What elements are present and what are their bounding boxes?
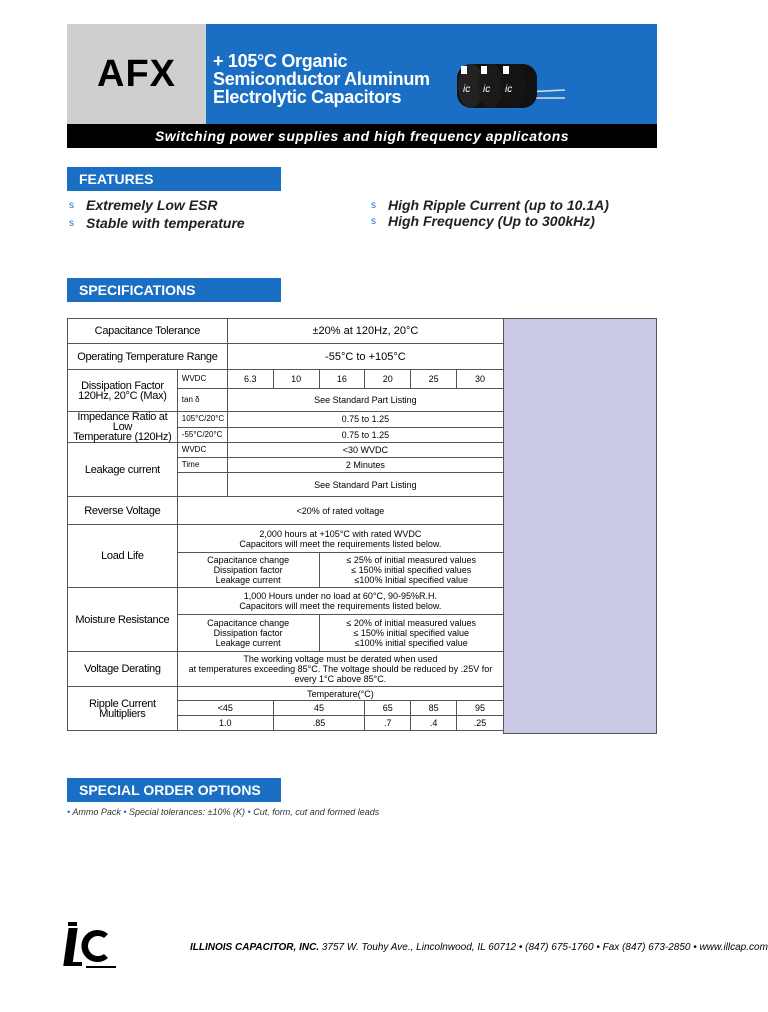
cap-logo-2: ic <box>483 84 491 95</box>
param-text: Leakage current <box>215 638 281 648</box>
bullet-icon: • <box>123 807 127 817</box>
feature-item <box>371 213 595 229</box>
leakage-wvdc-value: <30 WVDC <box>227 443 503 458</box>
wvdc-label: WVDC <box>177 370 227 389</box>
separator: • <box>518 942 523 953</box>
limit-text: ≤100% initial specified value <box>354 638 468 648</box>
feature-text: High Frequency (Up to 300kHz) <box>388 213 595 229</box>
derating-line: The working voltage must be derated when used <box>243 654 438 664</box>
ripple-temp: 65 <box>365 701 411 716</box>
param-text: Capacitance change <box>207 618 290 628</box>
spec-row-moisture <box>68 588 504 615</box>
spec-row-voltage-derating <box>68 652 504 687</box>
ripple-multiplier: .85 <box>273 716 365 731</box>
param-text: Dissipation factor <box>213 565 283 575</box>
ripple-label <box>68 687 178 731</box>
wvdc-value: 20 <box>365 370 411 389</box>
moisture-params <box>177 615 319 652</box>
wvdc-value: 16 <box>319 370 365 389</box>
impedance-condition: 105°C/20°C <box>177 412 227 428</box>
operating-temp-label: Operating Temperature Range <box>68 344 228 370</box>
bullet-icon: s <box>69 218 74 229</box>
moisture-intro-line: Capacitors will meet the requirements listed below. <box>239 601 442 611</box>
separator: • <box>693 942 697 953</box>
ripple-temp: 85 <box>411 701 457 716</box>
dissipation-label-line-1: Dissipation Factor <box>81 379 164 392</box>
wvdc-value: 10 <box>273 370 319 389</box>
feature-item <box>371 197 609 213</box>
footer <box>66 918 768 970</box>
cap-logo-1: ic <box>463 84 471 95</box>
impedance-value: 0.75 to 1.25 <box>227 412 503 428</box>
subtitle-bar: Switching power supplies and high frequency applicatons <box>67 124 657 148</box>
bullet-icon: s <box>69 200 74 211</box>
title-line-2: Semiconductor Aluminum <box>213 69 430 89</box>
street-address: 3757 W. Touhy Ave., Lincolnwood, IL 60712 <box>321 942 517 953</box>
ripple-temp: 95 <box>457 701 504 716</box>
ripple-temp: 45 <box>273 701 365 716</box>
leakage-time-value: 2 Minutes <box>227 458 503 473</box>
specifications-table <box>67 318 657 734</box>
footer-address-line <box>190 942 768 953</box>
special-order-list <box>67 807 379 817</box>
ripple-label-line-1: Ripple Current <box>89 697 156 710</box>
spec-row-load-life <box>68 525 504 553</box>
leakage-wvdc-label: WVDC <box>177 443 227 458</box>
limit-text: ≤ 25% of initial measured values <box>346 555 476 565</box>
ripple-temp: <45 <box>177 701 273 716</box>
tan-delta-value: See Standard Part Listing <box>227 389 503 412</box>
feature-text: Stable with temperature <box>86 215 245 231</box>
load-life-params <box>177 553 319 588</box>
limit-text: ≤ 20% of initial measured values <box>346 618 476 628</box>
param-text: Capacitance change <box>207 555 290 565</box>
leakage-label: Leakage current <box>68 443 178 497</box>
dissipation-label-line-2: 120Hz, 20°C (Max) <box>78 389 167 402</box>
impedance-label-line-2: Temperature (120Hz) <box>73 431 172 443</box>
impedance-label <box>68 412 178 443</box>
moisture-limits <box>319 615 504 652</box>
series-name: AFX <box>97 52 176 95</box>
tan-delta-label: tan δ <box>177 389 227 412</box>
load-life-label: Load Life <box>68 525 178 588</box>
impedance-condition: -55°C/20°C <box>177 427 227 443</box>
capacitors-image <box>455 58 565 114</box>
spec-row-impedance <box>68 412 504 428</box>
limit-text: ≤ 150% initial specified values <box>351 565 472 575</box>
spec-row-operating-temp <box>68 344 504 370</box>
param-text: Dissipation factor <box>213 628 283 638</box>
special-order-item: Special tolerances: ±10% (K) <box>129 807 246 817</box>
derating-line: every 1°C above 85°C. <box>294 674 387 684</box>
param-text: Leakage current <box>215 575 281 585</box>
leakage-value: See Standard Part Listing <box>227 473 503 497</box>
product-title <box>213 52 430 106</box>
ripple-multiplier: .7 <box>365 716 411 731</box>
limit-text: ≤100% Initial specified value <box>354 575 468 585</box>
wvdc-value: 30 <box>457 370 504 389</box>
load-life-intro <box>177 525 503 553</box>
feature-text: Extremely Low ESR <box>86 197 218 213</box>
bullet-icon: s <box>371 216 376 227</box>
limit-text: ≤ 150% initial specified value <box>353 628 469 638</box>
ripple-multiplier: .25 <box>457 716 504 731</box>
spec-row-reverse-voltage <box>68 497 504 525</box>
title-line-1: + 105°C Organic <box>213 51 348 71</box>
fax: Fax (847) 673-2850 <box>602 942 691 953</box>
voltage-derating-text <box>177 652 503 687</box>
separator: • <box>596 942 600 953</box>
feature-item <box>69 197 218 213</box>
bullet-icon: • <box>67 807 71 817</box>
spec-row-ripple-header <box>68 687 504 701</box>
leakage-empty <box>177 473 227 497</box>
leakage-time-label: Time <box>177 458 227 473</box>
website-link[interactable]: www.illcap.com <box>699 942 768 953</box>
operating-temp-value: -55°C to +105°C <box>227 344 503 370</box>
phone: (847) 675-1760 <box>525 942 594 953</box>
company-name: ILLINOIS CAPACITOR, INC. <box>190 942 320 953</box>
spec-side-panel <box>503 318 657 734</box>
feature-text: High Ripple Current (up to 10.1A) <box>388 197 609 213</box>
ripple-temp-header: Temperature(°C) <box>177 687 503 701</box>
spec-row-capacitance <box>68 319 504 344</box>
voltage-derating-label: Voltage Derating <box>68 652 178 687</box>
spec-row-dissipation-wvdc <box>68 370 504 389</box>
impedance-value: 0.75 to 1.25 <box>227 427 503 443</box>
cap-logo-3: ic <box>505 84 513 95</box>
special-order-heading: SPECIAL ORDER OPTIONS <box>67 778 281 802</box>
moisture-intro <box>177 588 503 615</box>
derating-line: at temperatures exceeding 85°C. The voltage should be reduced by .25V for <box>188 664 493 674</box>
header-banner <box>67 24 657 124</box>
features-heading: FEATURES <box>67 167 281 191</box>
reverse-voltage-label: Reverse Voltage <box>68 497 178 525</box>
capacitance-label: Capacitance Tolerance <box>68 319 228 344</box>
bullet-icon: s <box>371 200 376 211</box>
load-life-intro-line: 2,000 hours at +105°C with rated WVDC <box>259 528 422 539</box>
moisture-label: Moisture Resistance <box>68 588 178 652</box>
dissipation-label <box>68 370 178 412</box>
moisture-intro-line: 1,000 Hours under no load at 60°C, 90-95%R.H. <box>243 591 437 601</box>
ripple-multiplier: 1.0 <box>177 716 273 731</box>
spec-row-leakage <box>68 443 504 458</box>
ripple-label-line-2: Multipliers <box>99 707 146 720</box>
company-logo <box>66 918 126 970</box>
load-life-limits <box>319 553 504 588</box>
specifications-heading: SPECIFICATIONS <box>67 278 281 302</box>
impedance-label-line-1: Impedance Ratio at Low <box>77 411 168 433</box>
title-line-3: Electrolytic Capacitors <box>213 87 402 107</box>
reverse-voltage-value: <20% of rated voltage <box>177 497 503 525</box>
series-box <box>67 24 206 124</box>
bullet-icon: • <box>247 807 251 817</box>
wvdc-value: 25 <box>411 370 457 389</box>
special-order-item: Cut, form, cut and formed leads <box>253 807 380 817</box>
feature-item <box>69 215 245 231</box>
capacitance-value: ±20% at 120Hz, 20°C <box>227 319 503 344</box>
special-order-item: Ammo Pack <box>72 807 121 817</box>
load-life-intro-line: Capacitors will meet the requirements listed below. <box>239 538 442 549</box>
wvdc-value: 6.3 <box>227 370 273 389</box>
ripple-multiplier: .4 <box>411 716 457 731</box>
